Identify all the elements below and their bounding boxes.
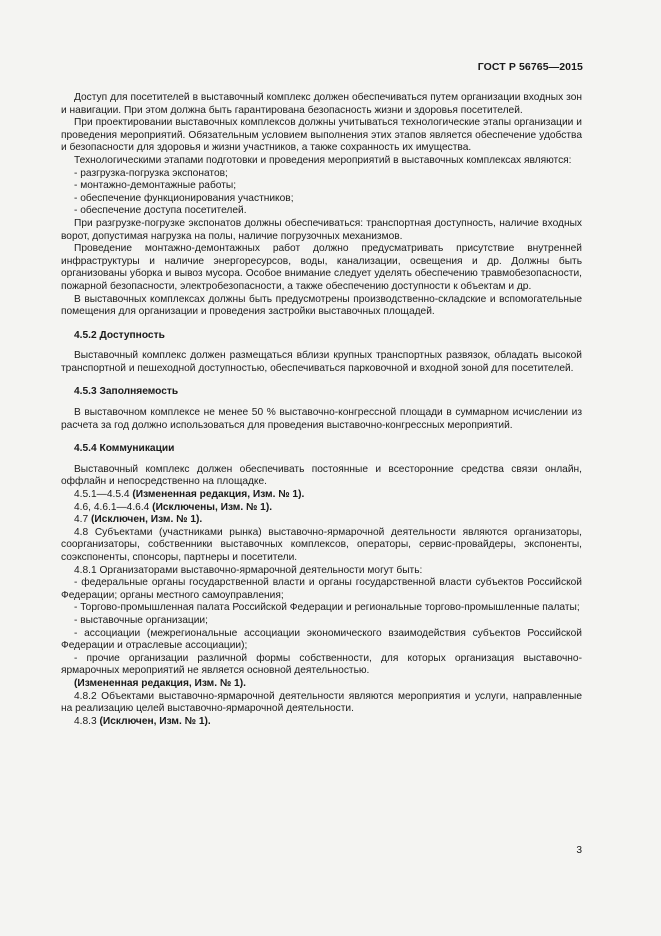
paragraph: При проектировании выставочных комплексов должны учитываться технологические этапы организации и проведения мероприятий. Обязательным условием выполнения этих этапов является обеспечение удобства и безопасности для здоровья и жизни участников, а также сохранность их имущества. [61, 117, 582, 154]
section-heading: 4.5.2 Доступность [74, 329, 165, 341]
paragraph: Выставочный комплекс должен размещаться вблизи крупных транспортных развязок, обладать высокой транспортной и пешеходной доступностью, обеспечиваться парковочной и входной зоной для посетителей. [61, 350, 582, 374]
amendment-note: 4.6, 4.6.1—4.6.4 (Исключены, Изм. № 1). [74, 501, 273, 513]
paragraph: При разгрузке-погрузке экспонатов должны обеспечиваться: транспортная доступность, наличие входных ворот, допустимая нагрузка на полы, наличие погрузочных механизмов. [61, 217, 582, 242]
list-item: - Торгово-промышленная палата Российской Федерации и региональные торгово-промышленные палаты; [74, 602, 580, 614]
list-item: - обеспечение доступа посетителей. [74, 205, 247, 217]
document-code: ГОСТ Р 56765—2015 [477, 61, 583, 73]
paragraph: Технологическими этапами подготовки и проведения мероприятий в выставочных комплексах являются: [74, 154, 572, 166]
list-item: - обеспечение функционирования участников; [74, 192, 294, 204]
list-item: - выставочные организации; [74, 614, 208, 626]
list-item: - ассоциации (межрегиональные ассоциации экономического взаимодействия субъектов Российской Федерации и отраслевые ассоциации); [61, 627, 582, 652]
paragraph: 4.8.2 Объектами выставочно-ярмарочной деятельности являются мероприятия и услуги, направленные на реализацию целей выставочно-ярмарочной деятельности. [61, 690, 582, 715]
paragraph: Выставочный комплекс должен обеспечивать постоянные и всесторонние средства связи онлайн, оффлайн и непосредственно на площадке. [61, 463, 582, 488]
paragraph: Проведение монтажно-демонтажных работ должно предусматривать присутствие внутренней инфраструктуры и наличие энергоресурсов, воды, канализации, освещения и др. Должны быть организованы уборка и вывоз мусора. Особое внимание следует уделять обеспечению травмобезопасности, пожарной безопасности, электробезопасности, а также обеспечению доступности к объектам и др. [61, 243, 582, 292]
page-number: 3 [576, 845, 582, 856]
section-heading: 4.5.3 Заполняемость [74, 386, 179, 398]
paragraph: В выставочном комплексе не менее 50 % выставочно-конгрессной площади в суммарном исчислении из расчета за год должно использоваться для проведения выставочно-конгрессных мероприятий. [61, 407, 582, 431]
list-item: - прочие организации различной формы собственности, для которых организация выставочно-ярмарочных мероприятий не является основной деятельностью. [61, 652, 582, 677]
amendment-note: 4.7 (Исключен, Изм. № 1). [74, 514, 203, 526]
paragraph: 4.8.1 Организаторами выставочно-ярмарочной деятельности могут быть: [74, 564, 423, 576]
paragraph: Доступ для посетителей в выставочный комплекс должен обеспечиваться путем организации входных зон и навигации. При этом должна быть гарантирована безопасность жизни и здоровья посетителей. [61, 92, 582, 116]
paragraph: 4.8 Субъектами (участниками рынка) выставочно-ярмарочной деятельности являются организаторы, соорганизаторы, собственники выставочных комплексов, операторы, сервис-провайдеры, экспоненты, соэкспоненты, спонсоры, партнеры и посетители. [61, 526, 582, 563]
list-item: - федеральные органы государственной власти и органы государственной власти субъектов Российской Федерации; органы местного самоуправления; [61, 577, 582, 601]
paragraph: В выставочных комплексах должны быть предусмотрены производственно-складские и вспомогательные помещения для организации и проведения застройки выставочных площадей. [61, 293, 582, 318]
amendment-note: (Измененная редакция, Изм. № 1). [74, 677, 246, 689]
document-body [61, 92, 582, 728]
section-heading: 4.5.4 Коммуникации [74, 443, 175, 455]
list-item: - разгрузка-погрузка экспонатов; [74, 167, 228, 179]
amendment-note: 4.8.3 (Исключен, Изм. № 1). [74, 715, 211, 727]
list-item: - монтажно-демонтажные работы; [74, 180, 237, 192]
amendment-note: 4.5.1—4.5.4 (Измененная редакция, Изм. № 1). [74, 489, 305, 501]
